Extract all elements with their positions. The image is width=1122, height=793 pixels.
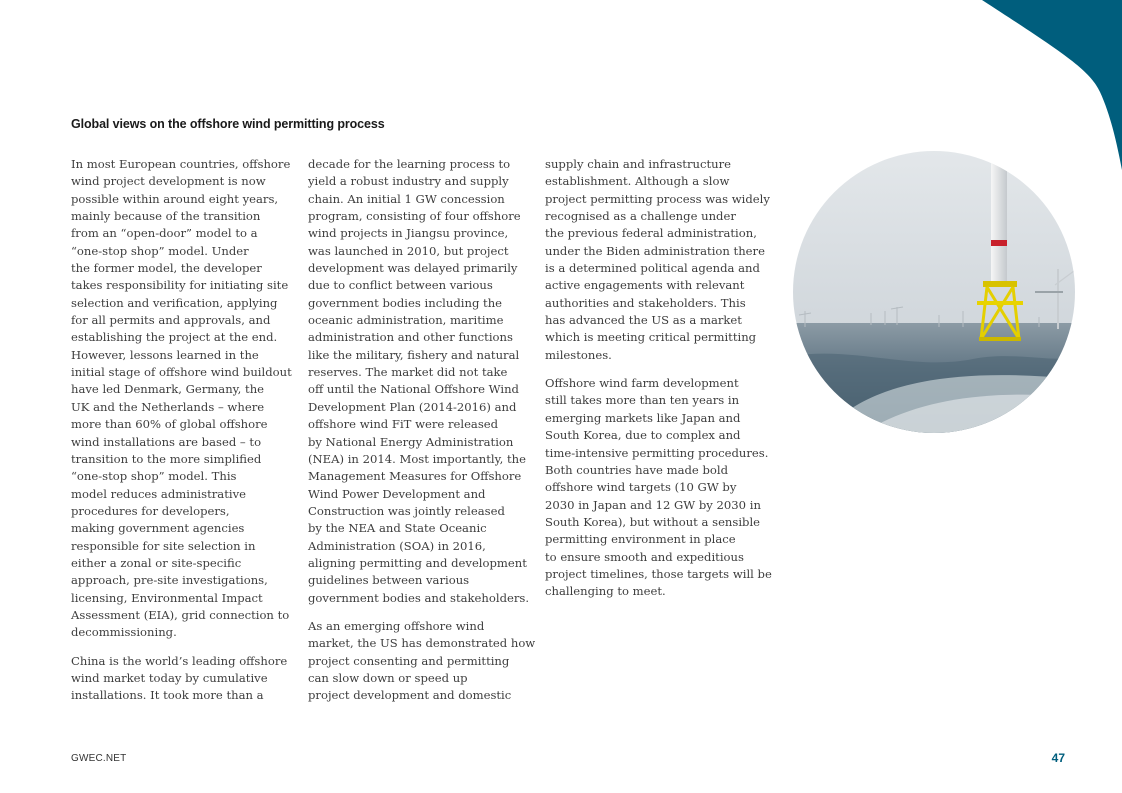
text-line: project permitting process was widely (545, 191, 770, 206)
text-line: Wind Power Development and (308, 486, 486, 501)
text-line: China is the world’s leading offshore (71, 653, 288, 668)
text-line: is a determined political agenda and (545, 261, 760, 276)
text-line: challenging to meet. (545, 584, 666, 599)
text-line: more than 60% of global offshore (71, 417, 268, 432)
text-line: selection and verification, applying (71, 295, 278, 310)
text-line: decommissioning. (71, 625, 177, 640)
text-line: Management Measures for Offshore (308, 469, 522, 484)
text-line: project timelines, those targets will be (545, 566, 772, 581)
text-line: was launched in 2010, but project (308, 243, 509, 258)
paragraph (545, 156, 773, 364)
text-line: due to conflict between various (308, 278, 493, 293)
text-line: South Korea, due to complex and (545, 428, 741, 443)
text-line: administration and other functions (308, 330, 513, 345)
text-line: “one-stop shop” model. Under (71, 243, 249, 258)
offshore-wind-turbine-photo (793, 151, 1075, 433)
text-column-2 (308, 156, 536, 716)
text-line: oceanic administration, maritime (308, 313, 504, 328)
text-line: recognised as a challenge under (545, 209, 736, 224)
text-line: mainly because of the transition (71, 209, 261, 224)
text-line: wind installations are based – to (71, 434, 262, 449)
text-line: decade for the learning process to (308, 157, 511, 171)
text-line: active engagements with relevant (545, 278, 745, 293)
text-line: which is meeting critical permitting (545, 330, 757, 345)
text-line: Administration (SOA) in 2016, (308, 538, 486, 553)
paragraph (308, 156, 536, 607)
text-line: possible within around eight years, (71, 191, 279, 206)
text-line: initial stage of offshore wind buildout (71, 365, 292, 380)
paragraph (71, 653, 296, 705)
text-line: milestones. (545, 347, 612, 362)
text-line: the former model, the developer (71, 261, 262, 276)
text-line: by National Energy Administration (308, 434, 514, 449)
text-line: development was delayed primarily (308, 261, 518, 276)
text-line: UK and the Netherlands – where (71, 399, 265, 414)
text-line: either a zonal or site-specific (71, 555, 242, 570)
text-line: establishing the project at the end. (71, 330, 278, 345)
text-line: In most European countries, offshore (71, 157, 291, 171)
text-line: wind project development is now (71, 174, 266, 189)
text-line: project consenting and permitting (308, 653, 510, 668)
text-line: guidelines between various (308, 573, 470, 588)
text-line: like the military, fishery and natural (308, 347, 520, 362)
text-line: takes responsibility for initiating site (71, 278, 289, 293)
text-line: yield a robust industry and supply (308, 174, 509, 189)
paragraph (308, 618, 536, 705)
text-line: (NEA) in 2014. Most importantly, the (308, 451, 527, 466)
text-line: offshore wind FiT were released (308, 417, 499, 432)
paragraph (545, 375, 773, 600)
text-line: can slow down or speed up (308, 670, 468, 685)
page-number: 47 (1051, 751, 1065, 765)
text-line: for all permits and approvals, and (71, 313, 271, 328)
text-line: reserves. The market did not take (308, 365, 508, 380)
text-line: chain. An initial 1 GW concession (308, 191, 505, 206)
text-line: authorities and stakeholders. This (545, 295, 746, 310)
text-line: 2030 in Japan and 12 GW by 2030 in (545, 497, 761, 512)
text-line: market, the US has demonstrated how (308, 636, 536, 651)
section-heading: Global views on the offshore wind permitting process (71, 117, 385, 131)
text-line: approach, pre-site investigations, (71, 573, 268, 588)
text-line: Development Plan (2014-2016) and (308, 399, 517, 414)
text-line: As an emerging offshore wind (308, 618, 485, 633)
text-line: “one-stop shop” model. This (71, 469, 237, 484)
footer-site: GWEC.NET (71, 753, 127, 764)
text-line: still takes more than ten years in (545, 393, 740, 408)
text-line: Both countries have made bold (545, 462, 729, 477)
text-line: licensing, Environmental Impact (71, 590, 263, 605)
text-line: have led Denmark, Germany, the (71, 382, 265, 397)
corner-decoration (962, 0, 1122, 170)
text-line: has advanced the US as a market (545, 313, 742, 328)
text-line: offshore wind targets (10 GW by (545, 480, 737, 495)
text-line: time-intensive permitting procedures. (545, 445, 769, 460)
text-line: responsible for site selection in (71, 538, 256, 553)
text-line: aligning permitting and development (308, 555, 527, 570)
text-line: model reduces administrative (71, 486, 246, 501)
text-line: making government agencies (71, 521, 245, 536)
text-line: off until the National Offshore Wind (308, 382, 519, 397)
text-line: project development and domestic (308, 688, 512, 703)
text-line: Construction was jointly released (308, 503, 505, 518)
text-line: procedures for developers, (71, 503, 230, 518)
text-line: However, lessons learned in the (71, 347, 259, 362)
text-line: installations. It took more than a (71, 688, 264, 703)
text-line: wind projects in Jiangsu province, (308, 226, 509, 241)
paragraph (71, 156, 296, 642)
text-line: government bodies and stakeholders. (308, 590, 530, 605)
text-line: wind market today by cumulative (71, 670, 268, 685)
text-line: transition to the more simplified (71, 451, 262, 466)
text-line: South Korea), but without a sensible (545, 514, 761, 529)
text-line: to ensure smooth and expeditious (545, 549, 744, 564)
text-line: under the Biden administration there (545, 243, 765, 258)
text-line: supply chain and infrastructure (545, 157, 731, 171)
text-line: establishment. Although a slow (545, 174, 730, 189)
text-line: the previous federal administration, (545, 226, 757, 241)
text-line: permitting environment in place (545, 532, 736, 547)
text-column-1 (71, 156, 296, 716)
text-line: by the NEA and State Oceanic (308, 521, 487, 536)
text-line: government bodies including the (308, 295, 503, 310)
text-line: program, consisting of four offshore (308, 209, 521, 224)
text-line: Offshore wind farm development (545, 376, 739, 391)
text-line: emerging markets like Japan and (545, 410, 741, 425)
text-line: from an “open-door” model to a (71, 226, 258, 241)
text-line: Assessment (EIA), grid connection to (71, 607, 290, 622)
text-column-3 (545, 156, 773, 612)
